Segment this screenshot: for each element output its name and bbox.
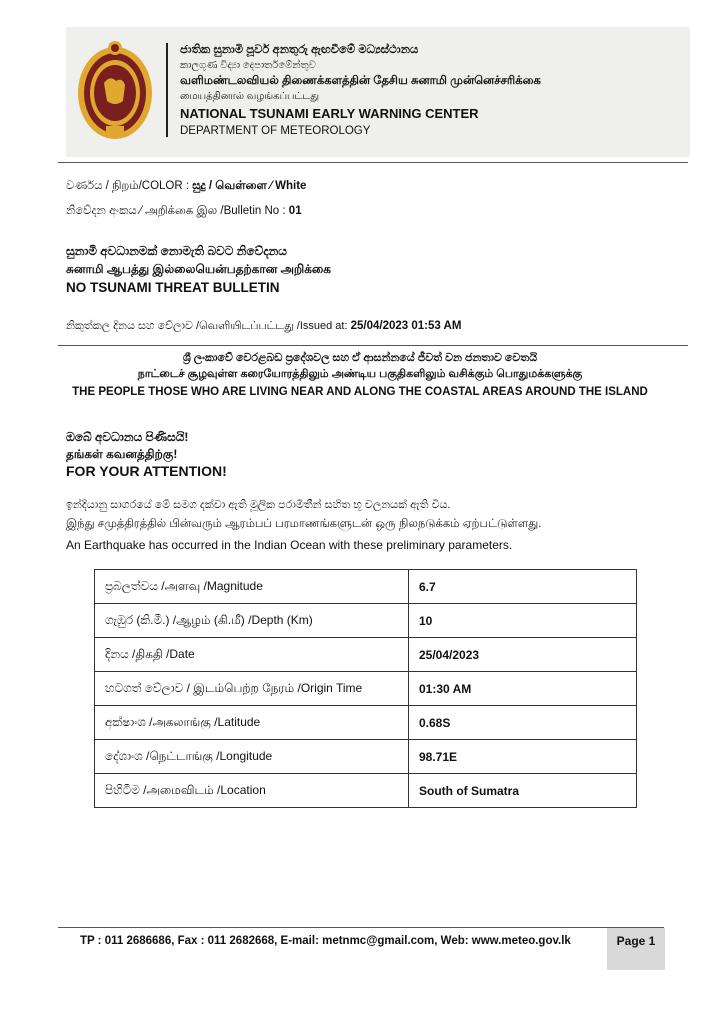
parameter-label: ප්‍රබලත්වය /அளவு /Magnitude [95,570,409,604]
table-row [95,570,637,604]
parameter-value: 0.68S [409,706,637,740]
parameter-label: දේශාංශ /நெட்டாங்கு /Longitude [95,740,409,774]
parameter-value: 6.7 [409,570,637,604]
parameter-value: South of Sumatra [409,774,637,808]
color-value: සුදු / வெள்ளை ⁄ White [192,180,307,192]
table-row [95,638,637,672]
bulletin-number: 01 [288,205,302,217]
title-tamil: சுனாமி ஆபத்து இல்லையென்பதற்கான அறிக்கை [66,262,331,276]
event-english: An Earthquake has occurred in the Indian Ocean with these preliminary parameters. [66,538,513,552]
footer-rule [58,927,664,928]
table-row [95,774,637,808]
parameter-value: 10 [409,604,637,638]
table-row [95,740,637,774]
department-name-english: DEPARTMENT OF METEOROLOGY [180,125,371,137]
parameter-value: 01:30 AM [409,672,637,706]
table-row [95,604,637,638]
header-text [180,44,541,141]
department-name-sinhala: කාලගුණ විද්‍යා දෙපාර්තමේන්තුව [180,60,316,71]
parameter-label: පිහිටීම /அமைவிடம் /Location [95,774,409,808]
event-sinhala: ඉන්දියානු සාගරයේ මේ සමග දක්වා ඇති මූලික පරාමිතීන් සහිත භූ චලනයක් ඇති විය. [66,499,451,511]
issued-value: 25/04/2023 01:53 AM [350,320,462,332]
header-rule [58,162,688,163]
color-row [66,180,306,194]
parameter-label: ගැඹුර (කි.මී.) /ஆழம் (கி.மீ) /Depth (Km) [95,604,409,638]
title-english: NO TSUNAMI THREAT BULLETIN [66,280,280,295]
parameter-label: දිනය /திகதி /Date [95,638,409,672]
color-label: වර්ණය / நிறம்/COLOR : [66,180,190,192]
header-divider [166,43,168,137]
table-row [95,706,637,740]
bulletin-label: නිවේදන අංකය ⁄ அறிக்கை இல /Bulletin No : [66,205,286,217]
attention-tamil: தங்கள் கவனத்திற்கு! [66,447,178,461]
parameter-value: 98.71E [409,740,637,774]
center-name-english: NATIONAL TSUNAMI EARLY WARNING CENTER [180,106,479,121]
section-rule [58,345,688,346]
title-sinhala: සුනාමි අවධානමක් නොමැති බවට නිවේදනය [66,244,287,258]
center-name-sinhala: ජාතික සුනාමි පූර්ව අනතුරු ඇඟවීමේ මධ්‍යස්ථානය [180,44,419,56]
audience-sinhala: ශ්‍රී ලංකාවේ වෙරළබඩ ප්‍රදේශවල සහ ඒ ආසන්නයේ ජීවත් වන ජනතාව වෙතයි [182,352,538,364]
sri-lanka-emblem-icon [76,38,154,144]
parameters-table [94,569,637,808]
attention-sinhala: ඔබේ අවධානය පිණිසයි! [66,430,189,444]
issued-label: නිකුත්කල දිනය සහ වේලාව /வெளியிடப்பட்டது /Issued at: [66,320,348,332]
center-name-tamil-cont: மையத்தினால் வழங்கப்பட்டது [180,91,320,102]
parameter-value: 25/04/2023 [409,638,637,672]
table-row [95,672,637,706]
parameter-label: අක්ෂාංශ /அகலாங்கு /Latitude [95,706,409,740]
event-tamil: இந்து சமுத்திரத்தில் பின்வரும் ஆரம்பப் பரமாணங்களுடன் ஒரு நிலநடுக்கம் ஏற்பட்டுள்ளது. [66,518,542,530]
audience-tamil: நாட்டைச் சூழவுள்ள கரையோரத்திலும் அண்டிய பகுதிகளிலும் வசிக்கும் பொதுமக்களுக்கு [137,368,583,380]
page-number: Page 1 [607,928,665,970]
parameter-label: හටගත් වේලාව / இடம்பெற்ற நேரம் /Origin Time [95,672,409,706]
center-name-tamil: வளிமண்டலவியல் திணைக்களத்தின் தேசிய சுனாமி முன்னெச்சரிக்கை [180,75,541,87]
footer-contact: TP : 011 2686686, Fax : 011 2682668, E-mail: metnmc@gmail.com, Web: www.meteo.gov.lk [80,935,571,947]
bulletin-row [66,205,302,219]
issued-row [66,320,461,334]
audience-english: THE PEOPLE THOSE WHO ARE LIVING NEAR AND ALONG THE COASTAL AREAS AROUND THE ISLAND [72,386,648,398]
attention-english: FOR YOUR ATTENTION! [66,463,227,479]
